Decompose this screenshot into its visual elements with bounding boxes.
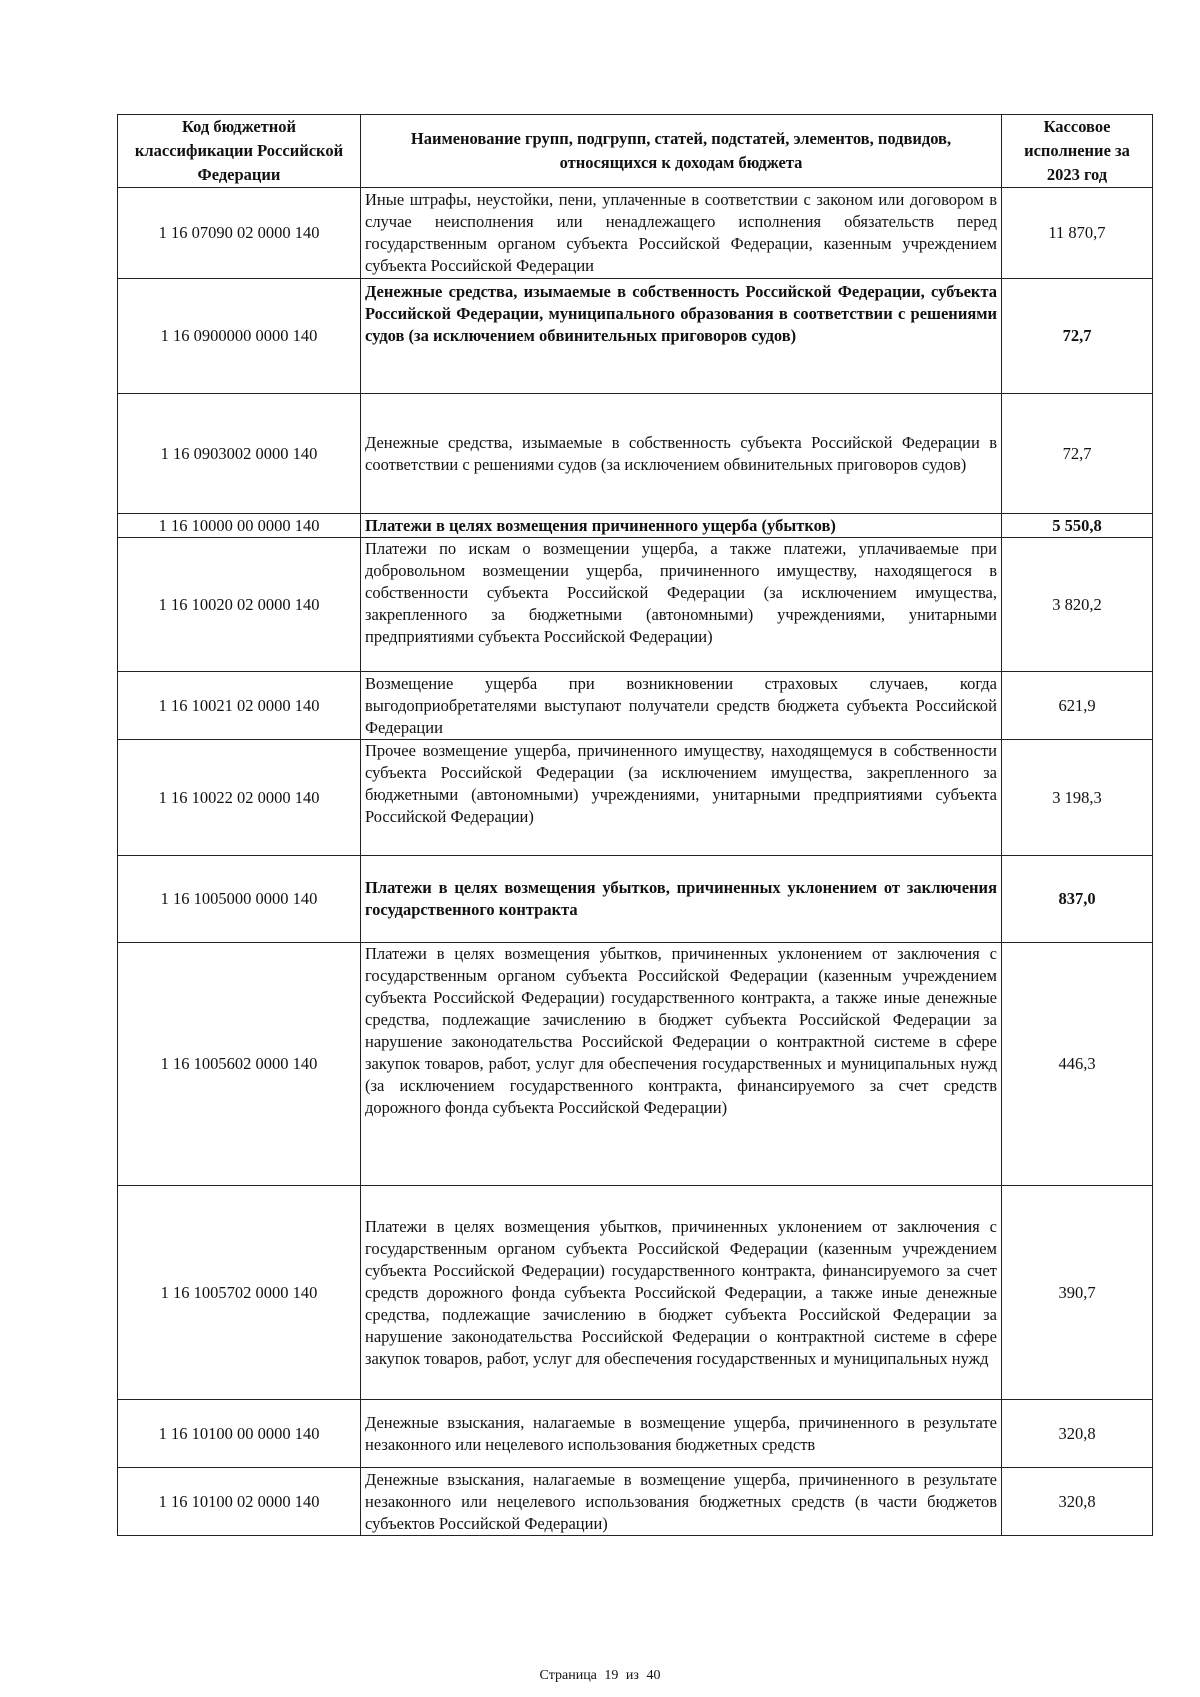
row-amount: 3 820,2 <box>1002 538 1153 672</box>
row-code: 1 16 0903002 0000 140 <box>118 394 361 514</box>
table-header-row <box>118 115 1153 188</box>
page-number: 19 <box>604 1668 619 1683</box>
header-amount: Кассовое исполнение за 2023 год <box>1002 115 1153 188</box>
row-name: Платежи в целях возмещения причиненного ущерба (убытков) <box>361 514 1002 538</box>
table-row <box>118 394 1153 514</box>
budget-revenue-table <box>117 114 1153 1536</box>
row-amount: 72,7 <box>1002 394 1153 514</box>
table-row <box>118 856 1153 943</box>
row-amount: 72,7 <box>1002 279 1153 394</box>
row-name: Возмещение ущерба при возникновении страховых случаев, когда выгодоприобретателями выступают получатели средств бюджета субъекта Российской Федерации <box>361 672 1002 740</box>
row-amount: 837,0 <box>1002 856 1153 943</box>
row-code: 1 16 1005702 0000 140 <box>118 1186 361 1400</box>
row-name: Денежные взыскания, налагаемые в возмещение ущерба, причиненного в результате незаконного или нецелевого использования бюджетных средств (в части бюджетов субъектов Российской Федерации) <box>361 1468 1002 1536</box>
table-row <box>118 943 1153 1186</box>
row-name: Денежные средства, изымаемые в собственность субъекта Российской Федерации в соответствии с решениями судов (за исключением обвинительных приговоров судов) <box>361 394 1002 514</box>
page-total: 40 <box>646 1668 661 1683</box>
table-row <box>118 188 1153 279</box>
table-row <box>118 1468 1153 1536</box>
row-code: 1 16 10000 00 0000 140 <box>118 514 361 538</box>
row-amount: 390,7 <box>1002 1186 1153 1400</box>
row-code: 1 16 1005602 0000 140 <box>118 943 361 1186</box>
row-name: Денежные взыскания, налагаемые в возмещение ущерба, причиненного в результате незаконного или нецелевого использования бюджетных средств <box>361 1400 1002 1468</box>
row-amount: 621,9 <box>1002 672 1153 740</box>
header-name: Наименование групп, подгрупп, статей, подстатей, элементов, подвидов, относящихся к доходам бюджета <box>361 115 1002 188</box>
row-code: 1 16 10022 02 0000 140 <box>118 740 361 856</box>
row-code: 1 16 10021 02 0000 140 <box>118 672 361 740</box>
table-row <box>118 740 1153 856</box>
row-name: Платежи в целях возмещения убытков, причиненных уклонением от заключения с государственным органом субъекта Российской Федерации (казенным учреждением субъекта Российской Федерации) государственного контракта, финансируемого за счет средств дорожного фонда субъекта Российской Федерации, а также иные денежные средства, подлежащие зачислению в бюджет субъекта Российской Федерации за нарушение законодательства Российской Федерации о контрактной системе в сфере закупок товаров, работ, услуг для обеспечения государственных и муниципальных нужд <box>361 1186 1002 1400</box>
table-row <box>118 1400 1153 1468</box>
row-name: Денежные средства, изымаемые в собственность Российской Федерации, субъекта Российской Федерации, муниципального образования в соответствии с решениями судов (за исключением обвинительных приговоров судов) <box>361 279 1002 394</box>
row-name: Платежи в целях возмещения убытков, причиненных уклонением от заключения государственного контракта <box>361 856 1002 943</box>
row-amount: 5 550,8 <box>1002 514 1153 538</box>
table-row <box>118 279 1153 394</box>
row-code: 1 16 1005000 0000 140 <box>118 856 361 943</box>
row-amount: 11 870,7 <box>1002 188 1153 279</box>
table-row <box>118 672 1153 740</box>
row-code: 1 16 10020 02 0000 140 <box>118 538 361 672</box>
page-of-label: из <box>625 1668 639 1683</box>
row-name: Иные штрафы, неустойки, пени, уплаченные в соответствии с законом или договором в случае неисполнения или ненадлежащего исполнения обязательств перед государственным органом субъекта Российской Федерации, казенным учреждением субъекта Российской Федерации <box>361 188 1002 279</box>
page-footer <box>0 1668 1200 1684</box>
table-row <box>118 514 1153 538</box>
table-row <box>118 1186 1153 1400</box>
row-amount: 446,3 <box>1002 943 1153 1186</box>
row-amount: 3 198,3 <box>1002 740 1153 856</box>
row-code: 1 16 0900000 0000 140 <box>118 279 361 394</box>
header-code: Код бюджетной классификации Российской Федерации <box>118 115 361 188</box>
page-label: Страница <box>539 1668 597 1683</box>
table-row <box>118 538 1153 672</box>
row-code: 1 16 07090 02 0000 140 <box>118 188 361 279</box>
row-name: Платежи по искам о возмещении ущерба, а также платежи, уплачиваемые при добровольном возмещении ущерба, причиненного имуществу, находящегося в собственности субъекта Российской Федерации (за исключением имущества, закрепленного за бюджетными (автономными) учреждениями, унитарными предприятиями субъекта Российской Федерации) <box>361 538 1002 672</box>
row-name: Платежи в целях возмещения убытков, причиненных уклонением от заключения с государственным органом субъекта Российской Федерации (казенным учреждением субъекта Российской Федерации) государственного контракта, а также иные денежные средства, подлежащие зачислению в бюджет субъекта Российской Федерации за нарушение законодательства Российской Федерации о контрактной системе в сфере закупок товаров, работ, услуг для обеспечения государственных и муниципальных нужд (за исключением государственного контракта, финансируемого за счет средств дорожного фонда субъекта Российской Федерации) <box>361 943 1002 1186</box>
row-name: Прочее возмещение ущерба, причиненного имуществу, находящемуся в собственности субъекта Российской Федерации (за исключением имущества, закрепленного за бюджетными (автономными) учреждениями, унитарными предприятиями субъекта Российской Федерации) <box>361 740 1002 856</box>
row-code: 1 16 10100 00 0000 140 <box>118 1400 361 1468</box>
row-amount: 320,8 <box>1002 1468 1153 1536</box>
row-code: 1 16 10100 02 0000 140 <box>118 1468 361 1536</box>
row-amount: 320,8 <box>1002 1400 1153 1468</box>
